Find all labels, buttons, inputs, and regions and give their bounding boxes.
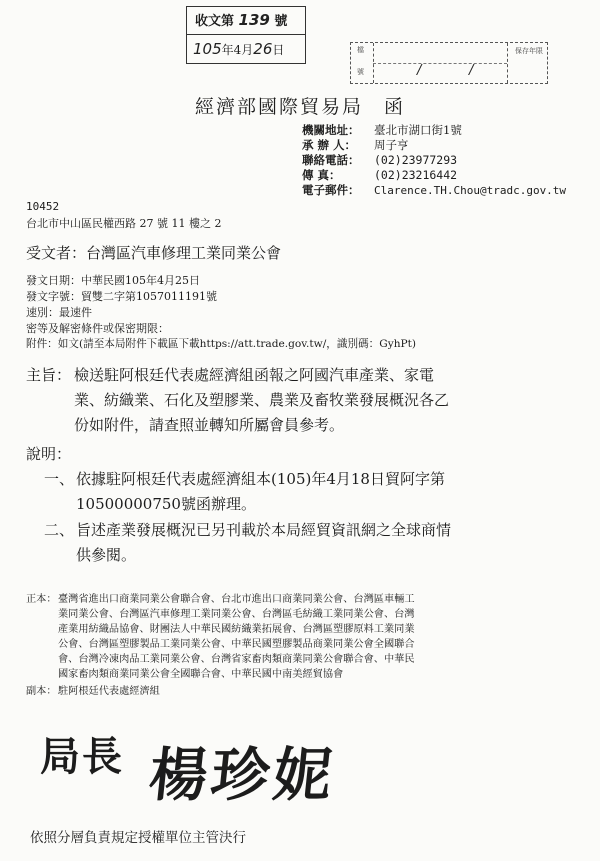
cc-line-1: 臺灣省進出口商業同業公會聯合會、台北市進出口商業同業公會、台灣區車輛工 [58,594,415,605]
signature-title: 局長 [40,734,124,780]
file-box-slash-1: / [417,63,422,78]
contact-email: 電子郵件： Clarence.TH.Chou@tradc.gov.tw [302,183,567,197]
copy-label: 副本： [26,686,57,697]
explain-1-line-2: 10500000750號函辦理。 [76,495,256,513]
retention-label: 保存年限 [515,47,543,55]
recipient-address: 台北市中山區民權西路 27 號 11 樓之 2 [26,217,222,230]
signature-name: 楊珍妮 [145,741,340,809]
cc-line-3: 產業用紡織品協會、財團法人中華民國紡織業拓展會、台灣區塑膠原料工業同業 [58,624,415,635]
contact-fax: 傳 真： (02)23216442 [302,168,458,182]
urgency: 速別：最速件 [26,306,92,319]
contact-officer: 承 辦 人： 周子亨 [302,138,409,152]
explain-2-num: 二、 [44,521,75,539]
stamp-date-mid: 年4月 [221,43,254,57]
explain-label: 說明： [26,445,72,463]
recipient: 受文者：台灣區汽車修理工業同業公會 [26,244,282,262]
cc-line-5: 會、台灣冷凍肉品工業同業公會、台灣省家畜肉類商業同業公會聯合會、中華民 [58,654,415,665]
file-box-label: 檔 號 [357,46,364,76]
confidentiality: 密等及解密條件或保密期限： [26,322,169,335]
agency-title: 經濟部國際貿易局 函 [194,96,405,118]
explain-1-num: 一、 [44,470,75,488]
attachment: 附件：如文(請至本局附件下載區下載https://att.trade.gov.tw/，識別碼：GyhPt) [26,338,417,350]
issue-date: 發文日期：中華民國105年4月25日 [26,274,200,287]
receipt-stamp [186,6,306,64]
subject-line-2: 業、紡織業、石化及塑膠業、農業及畜牧業發展概況各乙 [74,391,450,409]
postal-code: 10452 [26,200,60,213]
stamp-label: 收文第 [195,14,235,29]
authorization-note: 依照分層負責規定授權單位主管決行 [30,830,246,846]
contact-address: 機關地址： 臺北市湖口街1號 [302,123,462,137]
cc-line-4: 公會、台灣區塑膠製品工業同業公會、中華民國塑膠製品商業同業公會全國聯合 [58,639,415,650]
cc-line-2: 業同業公會、台灣區汽車修理工業同業公會、台灣區毛紡織工業同業公會、台灣 [58,609,415,620]
stamp-suffix: 號 [274,14,288,29]
subject-line-3: 份如附件，請查照並轉知所屬會員參考。 [74,416,345,434]
explain-2-line-1: 旨述產業發展概況已另刊載於本局經貿資訊網之全球商情 [76,521,452,539]
explain-1-line-1: 依據駐阿根廷代表處經濟組本(105)年4月18日貿阿字第 [76,470,445,488]
subject-label: 主旨： [26,366,72,384]
subject-line-1: 檢送駐阿根廷代表處經濟組函報之阿國汽車產業、家電 [74,366,435,384]
document-number: 發文字號：貿雙二字第1057011191號 [26,290,217,303]
stamp-number: 139 [238,11,270,29]
cc-label: 正本： [26,594,57,605]
copy-recipient: 駐阿根廷代表處經濟組 [58,686,160,697]
explain-2-line-2: 供參閱。 [76,546,137,564]
contact-phone: 聯絡電話： (02)23977293 [302,153,458,167]
file-box-slash-2: / [469,63,474,78]
file-number-box [350,42,548,84]
stamp-year: 105 [193,40,222,58]
cc-line-6: 國家畜肉類商業同業公會全國聯合會、中華民國中南美經貿協會 [58,669,344,680]
stamp-date-suffix: 日 [272,43,285,57]
stamp-day: 26 [253,40,273,58]
